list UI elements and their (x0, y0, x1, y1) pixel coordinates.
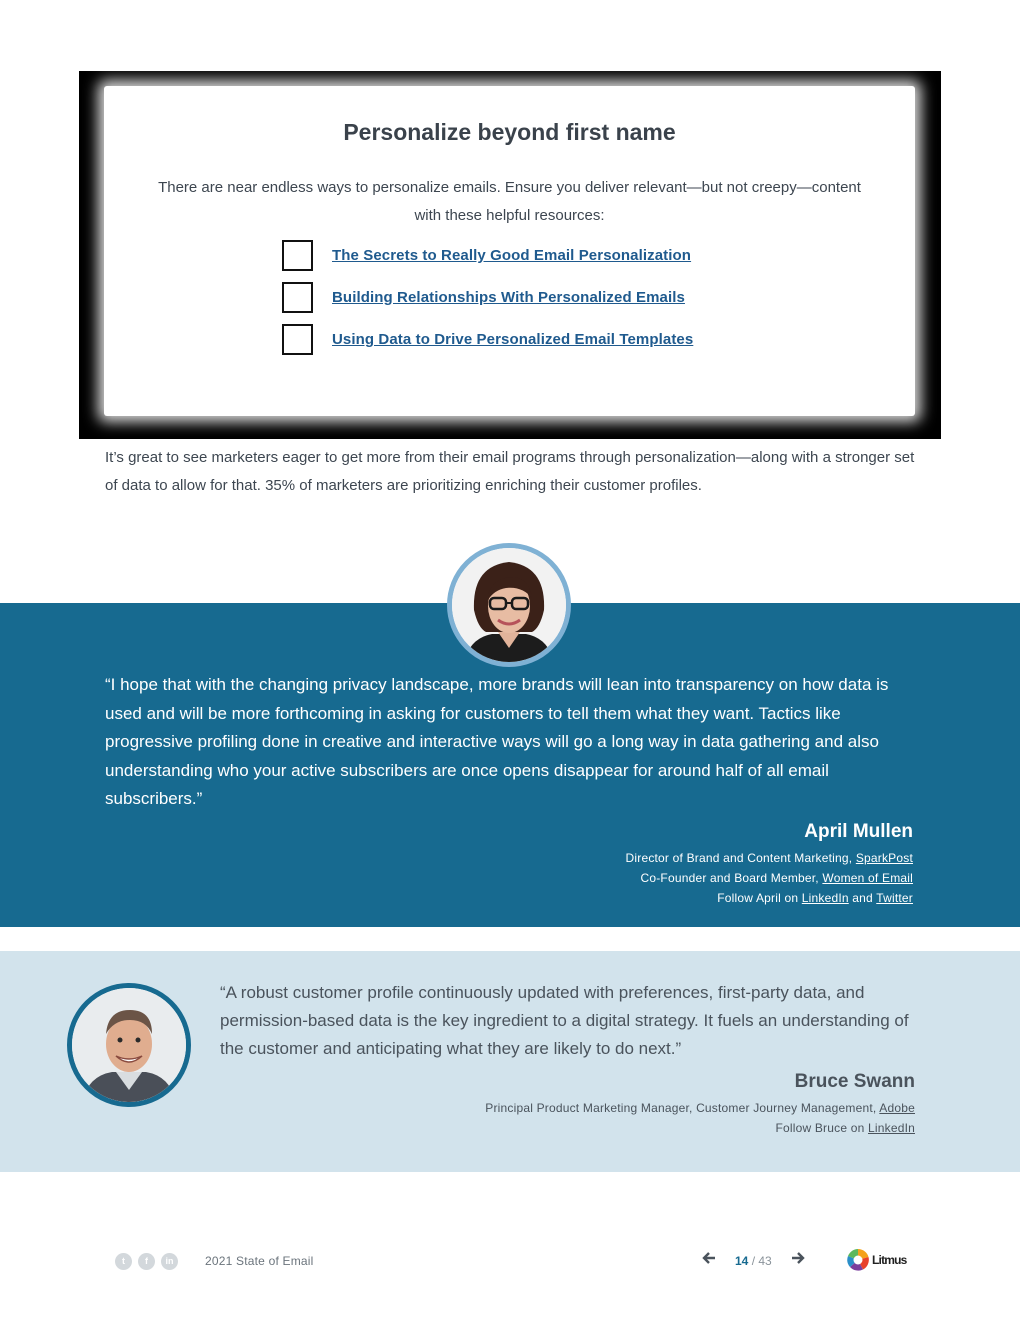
quote-text-april: “I hope that with the changing privacy landscape, more brands will lean into transparency on how data is used and will be more forthcoming in asking for customers to tell them what they want. Tactics like progressive profiling done in creative and interactive ways will go a long way in data gathering and also understanding who your active subscribers are once opens disappear for around half of all email subscribers.” (105, 675, 889, 808)
follow-line (626, 888, 913, 908)
role-text: Principal Product Marketing Manager, Customer Journey Management, (485, 1101, 880, 1115)
follow-text: Follow Bruce on (775, 1121, 869, 1135)
body-paragraph: It’s great to see marketers eager to get more from their email programs through personalization—along with a stronger set of data to allow for that. 35% of marketers are prioritizing enriching their customer profiles. (105, 449, 915, 494)
arrow-left-icon (702, 1251, 716, 1265)
portrait-icon (452, 548, 566, 662)
page-footer (0, 1244, 1020, 1280)
facebook-icon[interactable]: f (138, 1253, 155, 1270)
author-role-line (626, 868, 913, 888)
twitter-icon[interactable]: t (115, 1253, 132, 1270)
page-separator: / (748, 1254, 759, 1268)
quote-meta-bruce (485, 1098, 915, 1138)
current-page: 14 (735, 1254, 749, 1268)
follow-line (485, 1118, 915, 1138)
follow-text: Follow April on (717, 891, 802, 905)
portrait-icon (72, 988, 186, 1102)
quote-author-april: April Mullen (804, 821, 913, 842)
author-role-line (485, 1098, 915, 1118)
prev-page-button[interactable] (702, 1249, 716, 1270)
resource-link-secrets[interactable]: The Secrets to Really Good Email Personalization (332, 247, 692, 264)
resource-link-data-templates[interactable]: Using Data to Drive Personalized Email Templates (332, 331, 694, 348)
resource-link-relationships[interactable]: Building Relationships With Personalized Emails (332, 289, 685, 306)
avatar-bruce-swann (67, 983, 191, 1107)
role-text: Director of Brand and Content Marketing, (625, 851, 856, 865)
linkedin-link-bruce[interactable]: LinkedIn (868, 1121, 915, 1135)
avatar-april-mullen (447, 543, 571, 667)
resource-title: Personalize beyond first name (343, 119, 676, 145)
next-page-button[interactable] (791, 1249, 805, 1270)
sparkpost-link[interactable]: SparkPost (855, 851, 913, 865)
checkbox-icon[interactable] (282, 324, 313, 355)
litmus-wordmark: Litmus (872, 1253, 907, 1267)
quote-meta-april (626, 848, 913, 908)
quote-text-bruce: “A robust customer profile continuously updated with preferences, first-party data, and permission-based data is the key ingredient to a digital strategy. It fuels an understanding of the customer and anticipating what they are likely to do next.” (220, 983, 909, 1058)
resource-card (104, 86, 915, 416)
twitter-link-april[interactable]: Twitter (876, 891, 913, 905)
role-text: Co-Founder and Board Member, (640, 871, 823, 885)
checkbox-icon[interactable] (282, 240, 313, 271)
linkedin-icon[interactable]: in (161, 1253, 178, 1270)
litmus-logo-icon (847, 1249, 869, 1271)
follow-and-text: and (848, 891, 877, 905)
quote-author-bruce: Bruce Swann (794, 1071, 915, 1092)
page-indicator (735, 1254, 772, 1268)
resource-intro: There are near endless ways to personalize emails. Ensure you deliver relevant—but not creepy—content with these helpful resources: (158, 179, 861, 224)
litmus-logo[interactable] (847, 1248, 907, 1272)
resource-item (282, 324, 693, 355)
document-title: 2021 State of Email (205, 1254, 314, 1268)
resource-item (282, 240, 693, 271)
linkedin-link-april[interactable]: LinkedIn (801, 891, 849, 905)
resource-item (282, 282, 693, 313)
total-pages: 43 (758, 1254, 772, 1268)
checkbox-icon[interactable] (282, 282, 313, 313)
resource-list (282, 240, 693, 366)
arrow-right-icon (791, 1251, 805, 1265)
author-role-line (626, 848, 913, 868)
women-of-email-link[interactable]: Women of Email (822, 871, 913, 885)
adobe-link[interactable]: Adobe (879, 1101, 915, 1115)
